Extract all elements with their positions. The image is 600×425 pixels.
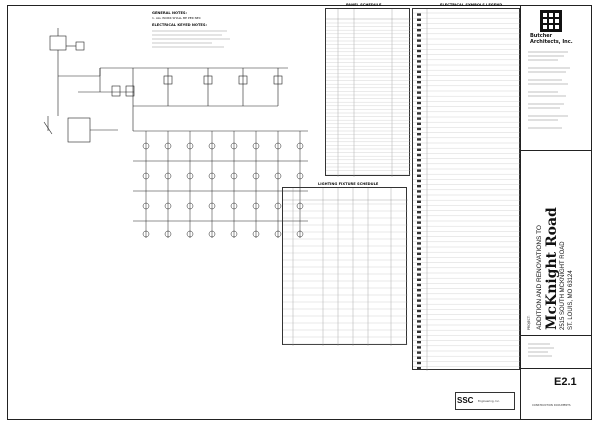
legend-symbol-icon <box>417 133 421 135</box>
legend-symbol-icon <box>417 211 421 213</box>
legend-symbol-icon <box>417 143 421 145</box>
legend-symbol-icon <box>417 60 421 62</box>
legend-symbol-icon <box>417 164 421 166</box>
title-divider-3 <box>520 368 592 369</box>
legend-symbol-icon <box>417 242 421 244</box>
keyed-notes-heading: ELECTRICAL KEYED NOTES: <box>152 23 207 27</box>
legend-symbol-icon <box>417 123 421 125</box>
legend-symbol-icon <box>417 221 421 223</box>
revision-lines <box>528 340 588 370</box>
legend-symbol-icon <box>417 29 421 31</box>
legend-symbol-icon <box>417 289 421 291</box>
legend-symbol-icon <box>417 216 421 218</box>
legend-symbol-icon <box>417 97 421 99</box>
legend-symbol-icon <box>417 263 421 265</box>
legend-symbol-icon <box>417 331 421 333</box>
legend-symbol-icon <box>417 71 421 73</box>
legend-symbol-icon <box>417 362 421 364</box>
legend-symbol-icon <box>417 50 421 52</box>
legend-symbol-icon <box>417 310 421 312</box>
legend-symbol-icon <box>417 117 421 119</box>
consultant-name: Engineering, Inc. <box>478 400 500 403</box>
legend-symbol-icon <box>417 279 421 281</box>
legend-symbol-icon <box>417 159 421 161</box>
legend-symbol-icon <box>417 86 421 88</box>
legend-symbol-icon <box>417 284 421 286</box>
legend-symbol-icon <box>417 55 421 57</box>
legend-symbol-icon <box>417 258 421 260</box>
legend-symbol-icon <box>417 65 421 67</box>
legend-symbol-icon <box>417 180 421 182</box>
legend-symbol-icon <box>417 45 421 47</box>
legend-symbol-icon <box>417 325 421 327</box>
firm-info-lines <box>528 48 588 148</box>
legend-symbol-icon <box>417 169 421 171</box>
legend-symbol-icon <box>417 149 421 151</box>
legend-symbol-icon <box>417 299 421 301</box>
legend-symbol-icon <box>417 227 421 229</box>
symbols-legend-title: ELECTRICAL SYMBOLS LEGEND <box>440 3 503 7</box>
general-notes-line: 1. ALL WORK SHALL BE PER NEC <box>152 16 201 20</box>
sheet-status: CONSTRUCTION DOCUMENTS <box>532 404 571 407</box>
legend-symbol-icon <box>417 24 421 26</box>
legend-symbol-icon <box>417 273 421 275</box>
legend-symbol-icon <box>417 253 421 255</box>
fixture-schedule-table <box>282 187 407 345</box>
keyed-notes-lines <box>152 29 232 51</box>
legend-symbol-icon <box>417 13 421 15</box>
general-notes-heading: GENERAL NOTES: <box>152 11 187 15</box>
legend-symbol-icon <box>417 39 421 41</box>
firm-logo-icon <box>540 10 562 32</box>
legend-symbol-icon <box>417 357 421 359</box>
legend-symbol-icon <box>417 351 421 353</box>
legend-symbol-icon <box>417 138 421 140</box>
project-address-2: ST. LOUIS, MO 63124 <box>568 270 574 330</box>
legend-symbol-icon <box>417 367 421 369</box>
legend-symbol-icon <box>417 112 421 114</box>
firm-name-line2: Architects, Inc. <box>530 38 573 45</box>
legend-symbol-icon <box>417 336 421 338</box>
legend-symbol-icon <box>417 247 421 249</box>
riser-diagram <box>8 6 313 416</box>
legend-symbol-icon <box>417 268 421 270</box>
legend-symbol-icon <box>417 34 421 36</box>
legend-symbol-icon <box>417 76 421 78</box>
legend-symbol-icon <box>417 305 421 307</box>
consultant-logo: SSC <box>457 396 474 405</box>
legend-symbol-icon <box>417 91 421 93</box>
firm-name-line1: Butcher <box>530 33 553 39</box>
legend-symbol-icon <box>417 237 421 239</box>
legend-symbol-icon <box>417 175 421 177</box>
legend-symbol-icon <box>417 320 421 322</box>
firm-name <box>530 34 573 45</box>
legend-symbol-icon <box>417 190 421 192</box>
legend-symbol-icon <box>417 341 421 343</box>
legend-symbol-icon <box>417 206 421 208</box>
legend-symbol-icon <box>417 315 421 317</box>
legend-symbol-icon <box>417 81 421 83</box>
legend-symbol-icon <box>417 102 421 104</box>
sheet-number: E2.1 <box>554 376 577 388</box>
title-divider <box>520 150 592 151</box>
project-address-1: 2515 SOUTH MCKNIGHT ROAD <box>560 241 566 330</box>
legend-symbol-icon <box>417 346 421 348</box>
project-name: McKnight Road <box>544 207 560 330</box>
symbols-legend-table <box>412 8 520 370</box>
project-title: ADDITION AND RENOVATIONS TO <box>536 225 543 330</box>
legend-symbol-icon <box>417 201 421 203</box>
panel-schedule-title: PANEL SCHEDULE <box>346 3 382 7</box>
legend-symbol-icon <box>417 294 421 296</box>
legend-symbol-icon <box>417 154 421 156</box>
project-label: PROJECT: <box>527 315 531 330</box>
legend-symbol-icon <box>417 195 421 197</box>
legend-symbol-icon <box>417 232 421 234</box>
legend-symbol-icon <box>417 19 421 21</box>
legend-symbol-icon <box>417 185 421 187</box>
panel-schedule-table <box>325 8 410 176</box>
fixture-schedule-title: LIGHTING FIXTURE SCHEDULE <box>318 182 379 186</box>
title-divider-2 <box>520 335 592 336</box>
legend-symbol-icon <box>417 128 421 130</box>
legend-symbol-icon <box>417 107 421 109</box>
